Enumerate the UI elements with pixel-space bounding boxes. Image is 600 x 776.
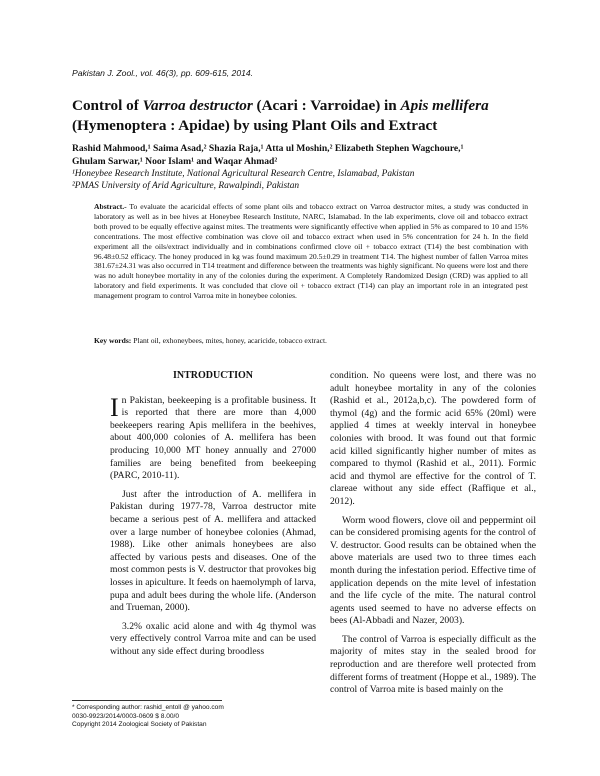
footnote-divider (72, 700, 222, 701)
affiliation: ²PMAS University of Arid Agriculture, Rawalpindi, Pakistan (72, 181, 300, 191)
keywords-label: Key words: (94, 336, 132, 345)
title-species: Apis mellifera (400, 97, 489, 114)
affiliation: ¹Honeybee Research Institute, National Agricultural Research Centre, Islamabad, Pakistan (72, 169, 415, 179)
section-heading: INTRODUCTION (172, 370, 253, 381)
author-line: Rashid Mahmood,¹ Saima Asad,² Shazia Raja,¹ Atta ul Moshin,² Elizabeth Stephen Wagchoure,¹ (72, 143, 464, 154)
paragraph-text: n Pakistan, beekeeping is a profitable business. It is reported that there are more than 4,000 beekeepers rearing Apis mellifera in the beehives, about 400,000 colonies of A. mellifera has been producing 10,000 MT honey annually and 27000 families are being benefited from beekeeping (PARC, 2010-11). (110, 394, 316, 482)
paragraph: condition. No queens were lost, and there was no adult honeybee mortality in any of the colonies (Rashid et al., 2012a,b,c). The powdered form of thymol (4g) and the formic acid 65% (20ml) were applied 4 times at weekly interval in honeybee colonies with brood. It was found out that formic acid killed significantly higher number of mites as compared to thymol (Rashid et al., 2011). Formic acid and thymol are effective for the control of T. clareae without any side effect (Raffique et al., 2012). (330, 370, 536, 507)
title-part: Control of (72, 97, 143, 114)
abstract-text: To evaluate the acaricidal effects of some plant oils and tobacco extract on Varroa destructor mites, a study was conducted in laboratory as well as in bee hives at Honeybee Research Institute, NARC, Islamabad. In the lab experiments, clove oil and tobacco extract both proved to be equally effective against mites. The treatments were significantly effective when applied in 5% as compared to 10 and 15% concentrations. The most effective combination was clove oil and tobacco extract when used in 5% concentration for 24 h. In the field experiment all the oils/extract individually and in combinations confirmed clove oil + tobacco extract (T14) the best combination with 96.48±0.52 efficacy. The honey produced in kg was found maximum 20.5±0.29 in treatment T14. The highest number of fallen Varroa mites 381.67±24.31 was also occurred in T14 treatment and difference between the treatments was highly significant. No queens were lost and there was no adult honeybee mortality in any of the colonies during the experiment. A Completely Randomized Design (CRD) was applied to all laboratory and field experiments. It was concluded that clove oil + tobacco extract (T14) can play an important role in an integrated pest management program to control Varroa mite in honeybee colonies. (94, 202, 528, 301)
paragraph: The control of Varroa is especially difficult as the majority of mites stay in the sealed brood for reproduction and are therefore well protected from different forms of treatment (Hoppe et al., 1989). The control of Varroa mite is based mainly on the (330, 633, 536, 696)
keywords (94, 336, 528, 346)
abstract (94, 202, 528, 301)
keywords-text: Plant oil, exhoneybees, mites, honey, acaricide, tobacco extract. (131, 336, 327, 345)
author-list (72, 143, 542, 168)
paragraph: 3.2% oxalic acid alone and with 4g thymol was very effectively control Varroa mite and can be used without any side effect during broodless (110, 620, 316, 657)
paragraph (110, 392, 316, 483)
drop-cap: I (110, 392, 119, 422)
paragraph: Just after the introduction of A. mellifera in Pakistan during 1977-78, Varroa destructor mite became a serious pest of A. mellifera and attacked over a large number of honeybee colonies (Ahmad, 1988). Like other animals honeybees are also affected by various pests and diseases. One of the most common pests is V. destructor that provokes big losses in apiculture. It feeds on haemolymph of larva, pupa and adult bees during the whole life. (Anderson and Trueman, 2000). (110, 488, 316, 614)
journal-citation: Pakistan J. Zool., vol. 46(3), pp. 609-615, 2014. (72, 68, 254, 78)
paragraph: Worm wood flowers, clove oil and peppermint oil can be considered promising agents for the control of V. destructor. Good results can be obtained when the above materials are used two to three times each month during the infestation period. Effective time of application depends on the mite level of infestation and the life cycle of the mite. The natural control agents used seemed to have no adverse effects on bees (Al-Abbadi and Nazer, 2003). (330, 514, 536, 627)
left-column (110, 370, 316, 658)
corresponding-author: * Corresponding author: rashid_entoll @ yahoo.com (72, 704, 224, 711)
abstract-label: Abstract.- (94, 202, 127, 211)
affiliations (72, 168, 542, 192)
issn-line: 0030-9923/2014/0003-0609 $ 8.00/0 (72, 712, 180, 720)
copyright-line: Copyright 2014 Zoological Society of Pakistan (72, 721, 207, 729)
title-part: (Acari : Varroidae) in (252, 97, 401, 114)
paper-title (72, 96, 542, 136)
author-line: Ghulam Sarwar,¹ Noor Islam¹ and Waqar Ahmad² (72, 155, 278, 167)
title-species: Varroa destructor (142, 97, 253, 114)
right-column (330, 370, 536, 697)
title-line-2: (Hymenoptera : Apidae) by using Plant Oils and Extract (72, 117, 438, 134)
footnotes (72, 704, 332, 730)
